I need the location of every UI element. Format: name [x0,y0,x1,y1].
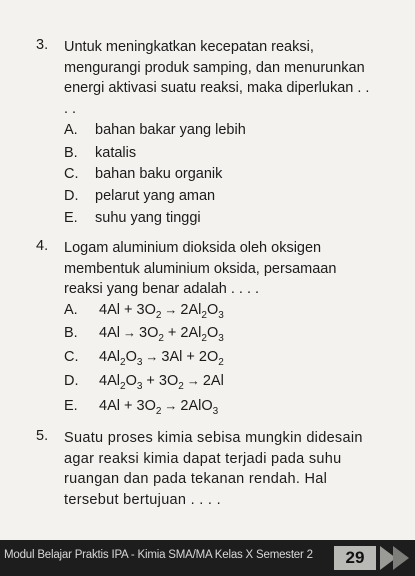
equation: $4Al + 3O_2 \to 2AlO_3$ [99,398,218,414]
question-number: 3. [36,37,49,53]
question-text: Untuk meningkatkan kecepatan reaksi, mengurangi produk samping, dan menurunkan energi aktivasi suatu reaksi, maka diperlukan . . . . [64,39,370,117]
equation: $4Al \to 3O_2 + 2Al_2O_3$ [99,325,224,341]
page-number: 29 [334,546,376,570]
option-a: A. $4Al + 3O_2 \to 2Al_2O_3$ [64,299,224,320]
option-b: B. katalis [64,145,137,161]
question-number: 5. [36,428,49,444]
option-d: D. pelarut yang aman [64,188,216,204]
option-e: E. suhu yang tinggi [64,210,201,226]
arrow-icon: → [145,349,159,364]
book-title: Modul Belajar Praktis IPA - Kimia SMA/MA Kelas X Semester 2 [4,549,313,561]
equation: $4Al_2O_3 + 3O_2 \to 2Al$ [99,373,224,389]
option-b: B. $4Al \to 3O_2 + 2Al_2O_3$ [64,322,224,343]
arrow-icon: → [186,373,200,388]
question-number: 4. [36,238,49,254]
arrow-icon: → [164,398,178,413]
option-c: C. $4Al_2O_3 \to 3Al + 2O_2$ [64,346,224,367]
equation: $4Al_2O_3 \to 3Al + 2O_2$ [99,349,224,365]
question-text: Suatu proses kimia sebisa mungkin didesain agar reaksi kimia dapat terjadi pada suhu ruangan dan pada tekanan rendah. Hal tersebut bertujuan . . . . [64,430,363,508]
option-c: C. bahan baku organik [64,166,223,182]
arrow-icon: → [164,302,178,317]
option-e: E. $4Al + 3O_2 \to 2AlO_3$ [64,395,218,416]
page-footer [0,540,415,576]
arrow-icon: → [123,325,136,340]
question-text: Logam aluminium dioksida oleh oksigen membentuk aluminium oksida, persamaan reaksi yang benar adalah . . . . [64,240,337,297]
arrow-decoration-icon [393,546,409,570]
option-a: A. bahan bakar yang lebih [64,122,246,138]
option-d: D. $4Al_2O_3 + 3O_2 \to 2Al$ [64,370,224,391]
equation: $4Al + 3O_2 \to 2Al_2O_3$ [99,302,224,318]
